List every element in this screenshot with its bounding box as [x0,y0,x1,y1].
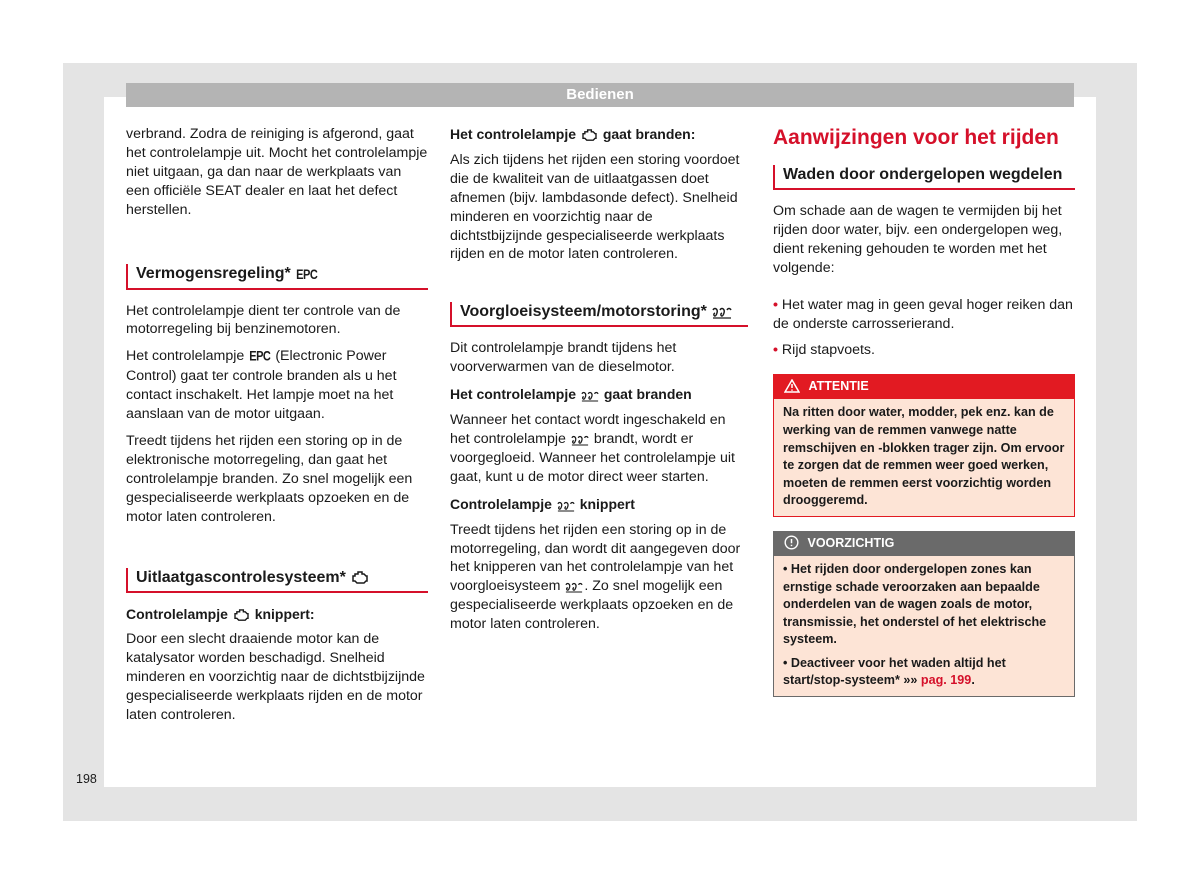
epc-icon: EPC [249,349,271,365]
column-middle [450,125,748,642]
column-left [126,125,428,733]
subheading: Het controlelampje gaat branden [450,386,692,403]
glow-plug-icon [571,435,589,446]
glow-plug-icon [565,582,583,593]
paragraph: Om schade aan de wagen te vermijden bij het rijden door water, bijv. een ondergelopen weg, dient rekening gehouden te worden met het volgende: [773,203,1063,276]
attention-box-header: ATTENTIE [773,374,1075,399]
paragraph: verbrand. Zodra de reiniging is afgerond, gaat het controlelampje uit. Mocht het controlelampje niet uitgaan, ga dan naar de werkplaats van een officiële SEAT dealer en laat het defect herstellen. [126,126,428,218]
heading-waden: Waden door ondergelopen wegdelen [773,165,1075,190]
attention-box-body: Na ritten door water, modder, pek enz. kan de werking van de remmen vanwege natte remschijven en -blokken trager zijn. Om ervoor te zorgen dat de remmen weer goed werken, moeten de remmen eerst voorzichtig worden drooggeremd. [773,399,1075,517]
heading-vermogensregeling: Vermogensregeling* EPC [126,264,428,290]
subheading: Controlelampje knippert: [126,605,315,622]
column-right [773,125,1075,697]
caution-box [773,531,1075,697]
chapter-title: Aanwijzingen voor het rijden [773,126,1059,149]
paragraph: Dit controlelampje brandt tijdens het voorverwarmen van de dieselmotor. [450,340,677,376]
page-reference-link[interactable]: pag. 199 [920,673,972,688]
heading-uitlaatgascontrolesysteem: Uitlaatgascontrolesysteem* [126,568,428,593]
caution-box-body [773,556,1075,697]
engine-warning-icon [233,609,250,622]
warning-triangle-icon [784,379,800,393]
glow-plug-icon [581,391,599,402]
caution-circle-icon [784,535,799,550]
engine-warning-icon [351,571,369,585]
paragraph: Treedt tijdens het rijden een storing op in de motorregeling, dan wordt dit aangegeven door het knipperen van het controlelampje van het voorgloeisysteem . Zo snel mogelijk een gespecialiseerde werkplaats opzoeken en de motor laten controleren. [450,521,741,633]
heading-voorgloeisysteem: Voorgloeisysteem/motorstoring* [450,302,748,327]
paragraph: Treedt tijdens het rijden een storing op in de elektronische motorregeling, dan gaat het controlelampje branden. Zo snel mogelijk een gespecialiseerde werkplaats opzoeken en de motor laten controleren. [126,432,413,525]
list-item: • Het water mag in geen geval hoger reiken dan de onderste carrosserierand. [773,296,1073,332]
paragraph: Het controlelampje EPC (Electronic Power Control) gaat ter controle branden als u het contact inschakelt. Het lampje moet na het aanslaan van de motor uitgaan. [126,347,428,424]
glow-plug-icon [712,307,732,319]
list-item: • Deactiveer voor het waden altijd het start/stop-systeem* »» pag. 199. [783,655,1006,688]
list-item: • Rijd stapvoets. [773,342,875,359]
caution-box-header: VOORZICHTIG [773,531,1075,556]
engine-warning-icon [581,129,598,142]
epc-icon: EPC [296,267,318,283]
paragraph: Als zich tijdens het rijden een storing voordoet die de kwaliteit van de uitlaatgassen doet afnemen (bijv. lambdasonde defect). Snelheid minderen en voorzichtig naar de dichtstbijzijnde gespecialiseerde werkplaats rijden en de motor laten controleren. [450,151,740,263]
subheading: Het controlelampje gaat branden: [450,126,696,142]
paragraph: Het controlelampje dient ter controle van de motorregeling bij benzinemotoren. [126,302,401,338]
attention-box [773,374,1075,517]
subheading: Controlelampje knippert [450,495,635,512]
paragraph: Wanneer het contact wordt ingeschakeld en het controlelampje brandt, wordt er voorgegloeid. Wanneer het controlelampje uit gaat, kunt u de motor direct weer starten. [450,412,735,485]
paragraph: Door een slecht draaiende motor kan de katalysator worden beschadigd. Snelheid minderen en voorzichtig naar de dichtstbijzijnde gespecialiseerde werkplaats rijden en de motor laten controleren. [126,631,425,724]
page-number: 198 [76,772,97,786]
section-header: Bedienen [126,83,1074,107]
list-item: • Het rijden door ondergelopen zones kan ernstige schade veroorzaken aan bepaalde onderdelen van de wagen zoals de motor, transmissie, het onderstel of het elektrische systeem. [783,561,1047,647]
glow-plug-icon [557,501,575,512]
